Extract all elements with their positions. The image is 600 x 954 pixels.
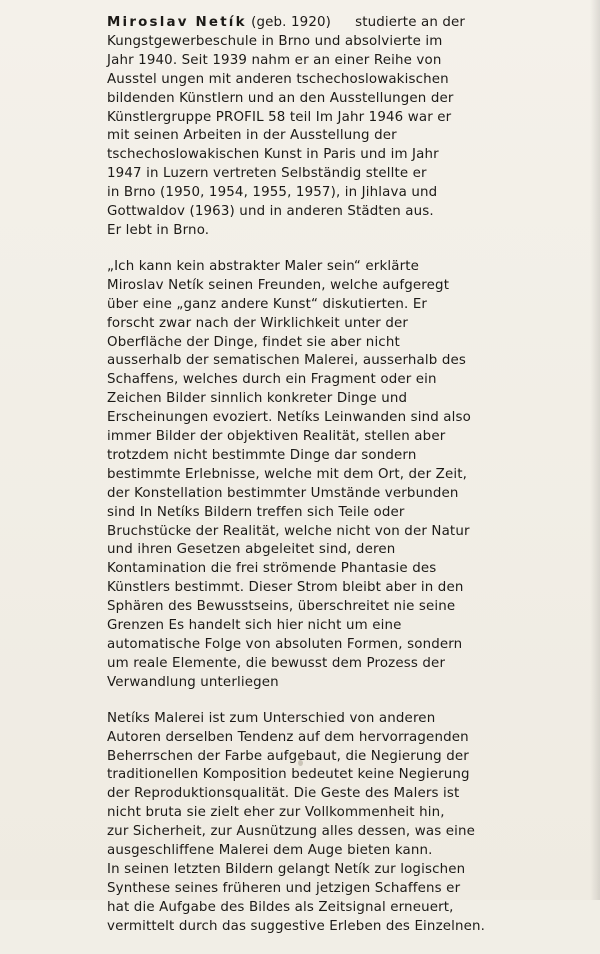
text-line: Erscheinungen evoziert. Netíks Leinwanden sind also — [107, 410, 471, 426]
header-line — [107, 14, 573, 33]
text-line: hat die Aufgabe des Bildes als Zeitsignal erneuert, — [107, 899, 454, 915]
text-line: vermittelt durch das suggestive Erleben des Einzelnen. — [107, 918, 486, 934]
text-line: der Reproduktionsqualität. Die Geste des Malers ist — [107, 786, 460, 802]
text-line: und ihren Gesetzen abgeleitet sind, deren — [107, 542, 396, 558]
text-line: Oberfläche der Dinge, findet sie aber nicht — [107, 334, 400, 350]
text-line: über eine „ganz andere Kunst“ diskutierten. Er — [107, 296, 428, 312]
text-line: Künstlergruppe PROFIL 58 teil Im Jahr 1946 war er — [107, 109, 452, 125]
text-line: tschechoslowakischen Kunst in Paris und im Jahr — [107, 147, 439, 163]
text-line: Beherrschen der Farbe aufgebaut, die Negierung der — [107, 748, 469, 764]
text-line: immer Bilder der objektiven Realität, stellen aber — [107, 429, 446, 445]
text-line: 1947 in Luzern vertreten Selbständig stellte er — [107, 166, 427, 182]
text-line: Kontamination die frei strömende Phantasie des — [107, 561, 437, 577]
text-line: mit seinen Arbeiten in der Ausstellung der — [107, 128, 397, 144]
text-line: Jahr 1940. Seit 1939 nahm er an einer Reihe von — [107, 52, 442, 68]
page-edge-shadow — [590, 0, 600, 900]
quote-paragraph — [107, 258, 573, 693]
text-line: um reale Elemente, die bewusst dem Prozess der — [107, 655, 446, 671]
text-line: nicht bruta sie zielt eher zur Vollkommenheit hin, — [107, 805, 445, 821]
text-line: Netíks Malerei ist zum Unterschied von anderen — [107, 710, 436, 726]
text-line: Künstlers bestimmt. Dieser Strom bleibt aber in den — [107, 580, 464, 596]
text-line: bildenden Künstlern und an den Ausstellungen der — [107, 90, 454, 106]
text-line: bestimmte Erlebnisse, welche mit dem Ort, der Zeit, — [107, 466, 468, 482]
text-line: automatische Folge von absoluten Formen, sondern — [107, 637, 463, 652]
biography-paragraph — [107, 14, 573, 241]
text-line: der Konstellation bestimmter Umstände verbunden — [107, 485, 459, 501]
text-line: trotzdem nicht bestimmte Dinge dar sondern — [107, 447, 417, 463]
text-line: Er lebt in Brno. — [107, 222, 210, 238]
text-line: Verwandlung unterliegen — [107, 674, 279, 690]
text-line: traditionellen Komposition bedeutet keine Negierung — [107, 767, 470, 783]
text-line: „Ich kann kein abstrakter Maler sein“ erklärte — [107, 258, 420, 274]
text-line: Ausstel ungen mit anderen tschechoslowakischen — [107, 71, 449, 87]
text-line: Bruchstücke der Realität, welche nicht von der Natur — [107, 523, 470, 539]
text-line: Synthese seines früheren und jetzigen Schaffens er — [107, 880, 461, 896]
text-line: sind In Netíks Bildern treffen sich Teile oder — [107, 504, 405, 520]
text-line: Gottwaldov (1963) und in anderen Städten aus. — [107, 204, 434, 220]
text-line: Kungstgewerbeschule in Brno und absolvierte im — [107, 33, 443, 49]
text-line: Autoren derselben Tendenz auf dem hervorragenden — [107, 729, 469, 745]
artist-name: Miroslav Netík — [107, 15, 247, 30]
text-line: Schaffens, welches durch ein Fragment oder ein — [107, 372, 437, 388]
text-line: Miroslav Netík seinen Freunden, welche aufgeregt — [107, 277, 450, 293]
text-line: Sphären des Bewusstseins, überschreitet nie seine — [107, 599, 456, 615]
text-line: ausserhalb der sematischen Malerei, ausserhalb des — [107, 353, 467, 369]
text-line: Grenzen Es handelt sich hier nicht um eine — [107, 618, 402, 634]
article-text — [107, 14, 573, 954]
text-line: zur Sicherheit, zur Ausnützung alles dessen, was eine — [107, 824, 476, 840]
birth-year: (geb. 1920) — [251, 15, 332, 30]
painting-paragraph — [107, 710, 573, 937]
text-line: in Brno (1950, 1954, 1955, 1957), in Jihlava und — [107, 185, 438, 201]
text-line: ausgeschliffene Malerei dem Auge bieten kann. — [107, 843, 433, 859]
text-line: In seinen letzten Bildern gelangt Netík zur logischen — [107, 861, 466, 877]
text-line: Zeichen Bilder sinnlich konkreter Dinge und — [107, 391, 408, 407]
text-line: forscht zwar nach der Wirklichkeit unter der — [107, 315, 409, 331]
lead-text: studierte an der — [355, 15, 466, 30]
